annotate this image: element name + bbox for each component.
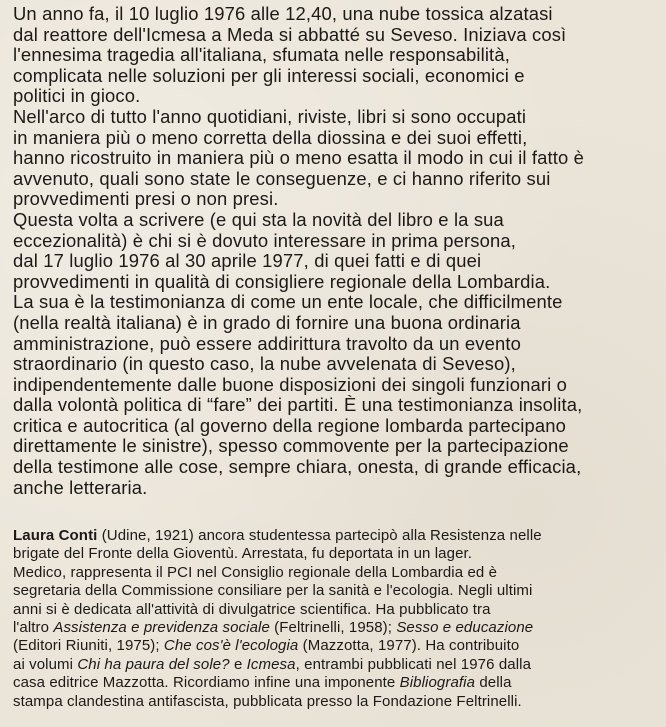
book-title: Icmesa <box>246 655 296 673</box>
blurb-line: dal reattore dell'Icmesa a Meda si abbatté su Seveso. Iniziava così <box>13 23 567 45</box>
bio-text: (Editori Riuniti, 1975); <box>13 637 164 655</box>
bio-text: , entrambi pubblicati nel 1976 dalla <box>295 655 532 673</box>
blurb-line: provvedimenti presi o non presi. <box>13 188 279 210</box>
blurb-text <box>13 4 661 498</box>
blurb-line: Un anno fa, il 10 luglio 1976 alle 12,40, una nube tossica alzatasi <box>13 3 553 24</box>
blurb-line: straordinario (in questo caso, la nube avvelenata di Seveso), <box>13 353 516 375</box>
blurb-line: dalla volontà politica di “fare” dei partiti. È una testimonianza insolita, <box>13 394 583 416</box>
book-title: Bibliografia <box>399 674 476 692</box>
book-title: Sesso e educazione <box>396 619 534 637</box>
blurb-line: della testimone alle cose, sempre chiara, onesta, di grande efficacia, <box>13 456 582 478</box>
blurb-line: in maniera più o meno corretta della diossina e dei suoi effetti, <box>13 126 528 148</box>
bio-line <box>13 674 661 692</box>
blurb-line: politici in gioco. <box>13 85 141 107</box>
blurb-line: Nell'arco di tutto l'anno quotidiani, riviste, libri si sono occupati <box>13 105 527 127</box>
author-name: Laura Conti <box>13 527 98 544</box>
book-title: Assistenza e previdenza sociale <box>53 619 270 637</box>
blurb-line: avvenuto, quali sono state le conseguenze, e ci hanno riferito sui <box>13 167 551 189</box>
author-bio <box>13 527 661 711</box>
bio-line: anni si è dedicata all'attività di divulgatrice scientifica. Ha pubblicato tra <box>13 600 491 618</box>
blurb-line: l'ennesima tragedia all'italiana, sfumata nelle responsabilità, <box>13 44 510 66</box>
bio-text: (Udine, 1921) ancora studentessa partecipò alla Resistenza nelle <box>97 527 542 544</box>
bio-line: brigate del Fronte della Gioventù. Arrestata, fu deportata in un lager. <box>13 545 473 563</box>
blurb-line: complicata nelle soluzioni per gli interessi sociali, economici e <box>13 64 525 86</box>
bio-line: stampa clandestina antifascista, pubblicata presso la Fondazione Feltrinelli. <box>13 692 522 710</box>
blurb-line: (nella realtà italiana) è in grado di fornire una buona ordinaria <box>13 311 521 333</box>
blurb-line: critica e autocritica (al governo della regione lombarda partecipano <box>13 414 567 436</box>
blurb-line: amministrazione, può essere addirittura travolto da un evento <box>13 332 522 354</box>
bio-line: segretaria della Commissione consiliare per la sanità e l'ecologia. Negli ultimi <box>13 582 533 600</box>
blurb-line: Questa volta a scrivere (e qui sta la novità del libro e la sua <box>13 208 504 230</box>
bio-text: e <box>229 655 247 673</box>
bio-text: ai volumi <box>13 655 78 673</box>
bio-text: l'altro <box>13 619 54 637</box>
book-title: Che cos'è l'ecologia <box>163 637 299 655</box>
blurb-line: dal 17 luglio 1976 al 30 aprile 1977, di quei fatti e di quei <box>13 250 482 272</box>
bio-text: (Mazzotta, 1977). Ha contribuito <box>298 637 520 655</box>
bio-line <box>13 656 661 674</box>
bio-text: casa editrice Mazzotta. Ricordiamo infine una imponente <box>13 674 400 692</box>
bio-line <box>13 527 661 545</box>
blurb-line: anche letteraria. <box>13 476 148 498</box>
bio-line: Medico, rappresenta il PCI nel Consiglio regionale della Lombardia ed è <box>13 563 498 581</box>
bio-line <box>13 619 661 637</box>
blurb-line: eccezionalità) è chi si è dovuto interessare in prima persona, <box>13 229 517 251</box>
bio-text: (Feltrinelli, 1958); <box>269 619 397 637</box>
blurb-line: indipendentemente dalle buone disposizioni dei singoli funzionari o <box>13 373 567 395</box>
blurb-line: provvedimenti in qualità di consigliere regionale della Lombardia. <box>13 270 551 292</box>
blurb-line: La sua è la testimonianza di come un ente locale, che difficilmente <box>13 291 563 313</box>
bio-text: della <box>475 674 512 692</box>
book-title: Chi ha paura del sole? <box>77 655 230 673</box>
blurb-line: direttamente le sinistre), spesso commovente per la partecipazione <box>13 435 569 457</box>
blurb-line: hanno ricostruito in maniera più o meno esatta il modo in cui il fatto è <box>13 147 584 169</box>
bio-line <box>13 637 661 655</box>
